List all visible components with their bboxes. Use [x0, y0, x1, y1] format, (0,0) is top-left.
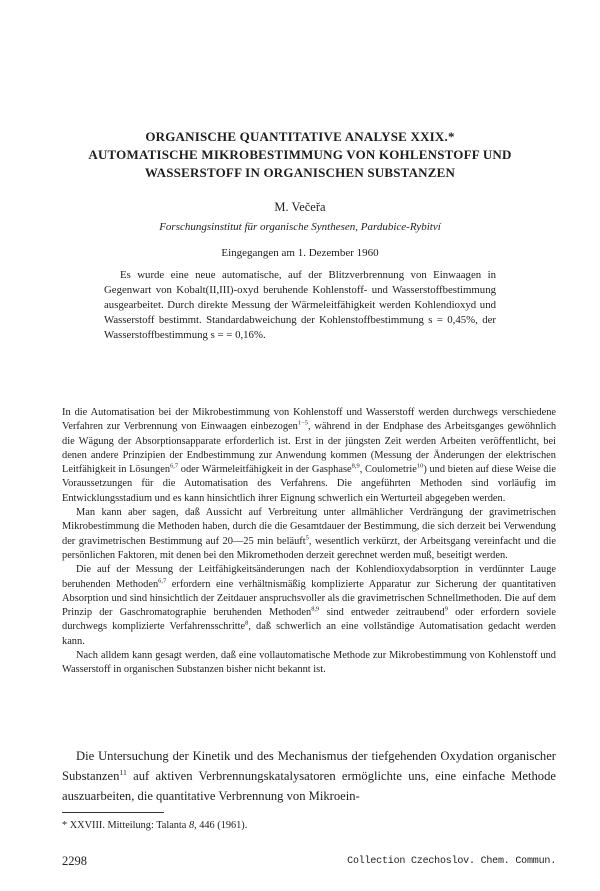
text-run: ) und bieten auf diese Weise die Voraussetzungen für die Automatisation des Verfahrens. Die angeführten Methoden sind vorläufig im Entwicklungsstadium und es kann hinsichtlich ihrer Eignung schwerlich ein Werturteil abgegeben werden.	[62, 464, 556, 504]
footnote-volume: 8	[188, 820, 195, 831]
reference-marker: 9	[444, 605, 448, 613]
paragraph	[62, 563, 556, 649]
text-run: Die auf der Messung der Leitfähigkeitsänderungen nach der Kohlendioxydabsorption in verdünnter Lauge beruhenden Methoden	[62, 564, 556, 590]
footnote-text: , 446 (1961).	[194, 820, 248, 831]
reference-marker: 10	[416, 462, 424, 470]
journal-name: Collection Czechoslov. Chem. Commun.	[347, 856, 556, 867]
text-run: , daß schwerlich an eine vollständige Automatisation gedacht werden kann.	[62, 621, 556, 647]
reference-marker: 8,9	[311, 605, 320, 613]
paragraph-large	[62, 746, 556, 806]
footnote-rule	[62, 812, 164, 813]
text-run: In die Automatisation bei der Mikrobestimmung von Kohlenstoff und Wasserstoff werden durchwegs verschiedene Verfahren zur Verbrennung von Einwaagen einbezogen	[62, 407, 556, 433]
text-run: Die Untersuchung der Kinetik und des Mechanismus der tiefgehenden Oxydation organischer Substanzen	[62, 749, 556, 783]
affiliation: Forschungsinstitut für organische Synthesen, Pardubice-Rybitví	[159, 221, 441, 233]
title-line: ORGANISCHE QUANTITATIVE ANALYSE XXIX.*	[145, 129, 455, 144]
page-number: 2298	[62, 854, 87, 868]
text-run: auf aktiven Verbrennungskatalysatoren ermöglichte uns, eine einfache Methode auszuarbeiten, die quantitative Verbrennung von Mikroein-	[62, 769, 556, 803]
text-run: erfordern eine verhältnismäßig komplizierte Apparatur zur Sicherung der quantitativen Absorption und sind hinsichtlich der Zeitdauer anspruchsvoller als die gravimetrischen Schnellmethoden. Die auf dem Prinzip der Gaschromatographie beruhenden Methoden	[62, 578, 556, 619]
reference-marker: 6,7	[170, 462, 179, 470]
footnote	[62, 820, 247, 831]
reference-marker: 8,9	[351, 462, 360, 470]
text-run: sind entweder zeitraubend	[319, 607, 445, 619]
paragraph: Nach alldem kann gesagt werden, daß eine vollautomatische Methode zur Mikrobestimmung von Kohlenstoff und Wasserstoff in organischen Substanzen bisher nicht bekannt ist.	[62, 650, 556, 676]
abstract: Es wurde eine neue automatische, auf der Blitzverbrennung von Einwaagen in Gegenwart von Kobalt(II,III)-oxyd beruhende Kohlenstoff- und Wasserstoffbestimmung ausgearbeitet. Durch direkte Messung der Wärmeleitfähigkeit werden Kohlendioxyd und Wasserstoff bestimmt. Standardabweichung der Kohlenstoffbestimmung s = 0,45%, der Wasserstoffbestimmung s = = 0,16%.	[104, 269, 496, 341]
author: M. Večeřa	[274, 200, 326, 214]
text-run: oder erfordern soviele durchwegs komplizierte Verfahrensschritte	[62, 607, 557, 633]
title-line: AUTOMATISCHE MIKROBESTIMMUNG VON KOHLENSTOFF UND	[88, 147, 512, 162]
reference-marker: 1−5	[297, 419, 308, 427]
footnote-text: XXVIII. Mitteilung: Talanta	[69, 820, 189, 831]
reference-marker: 5	[305, 534, 309, 542]
text-run: Man kann aber sagen, daß Aussicht auf Verbreitung unter allmählicher Verdrängung der gravimetrischen Mikrobestimmung die Methoden haben, durch die die Gesamtdauer der Bestimmung, die sich derzeit bei Verwendung der gravimetrischen Bestimmung auf 20—25 min beläuft	[62, 507, 556, 547]
text-run: oder Wärmeleitfähigkeit in der Gasphase	[178, 464, 352, 476]
received-date: Eingegangen am 1. Dezember 1960	[221, 247, 379, 259]
paragraph	[62, 406, 556, 506]
title-line: WASSERSTOFF IN ORGANISCHEN SUBSTANZEN	[144, 165, 456, 180]
text-run: , wesentlich verkürzt, der Arbeitsgang vereinfacht und die persönlichen Faktoren, mit denen bei den Mikromethoden derzeit gerechnet werden muß, beseitigt werden.	[62, 535, 557, 561]
text-run: , während in der Endphase des Arbeitsganges gewöhnlich die Wägung der Absorptionsapparate erforderlich ist. Erst in der jüngsten Zeit werden Arbeiten veröffentlicht, bei denen andere Prinzipien der Endbestimmung zur Anwendung kommen (Messung der Änderungen der elektrischen Leitfähigkeit in Lösungen	[62, 421, 557, 476]
text-run: , Coulometrie	[359, 464, 417, 476]
reference-marker: 11	[119, 767, 127, 777]
paragraph	[62, 506, 556, 563]
article-title	[40, 128, 560, 182]
body-text	[62, 406, 556, 678]
reference-marker: 8	[245, 619, 249, 627]
reference-marker: 6,7	[158, 577, 167, 585]
footnote-marker: *	[62, 820, 68, 831]
